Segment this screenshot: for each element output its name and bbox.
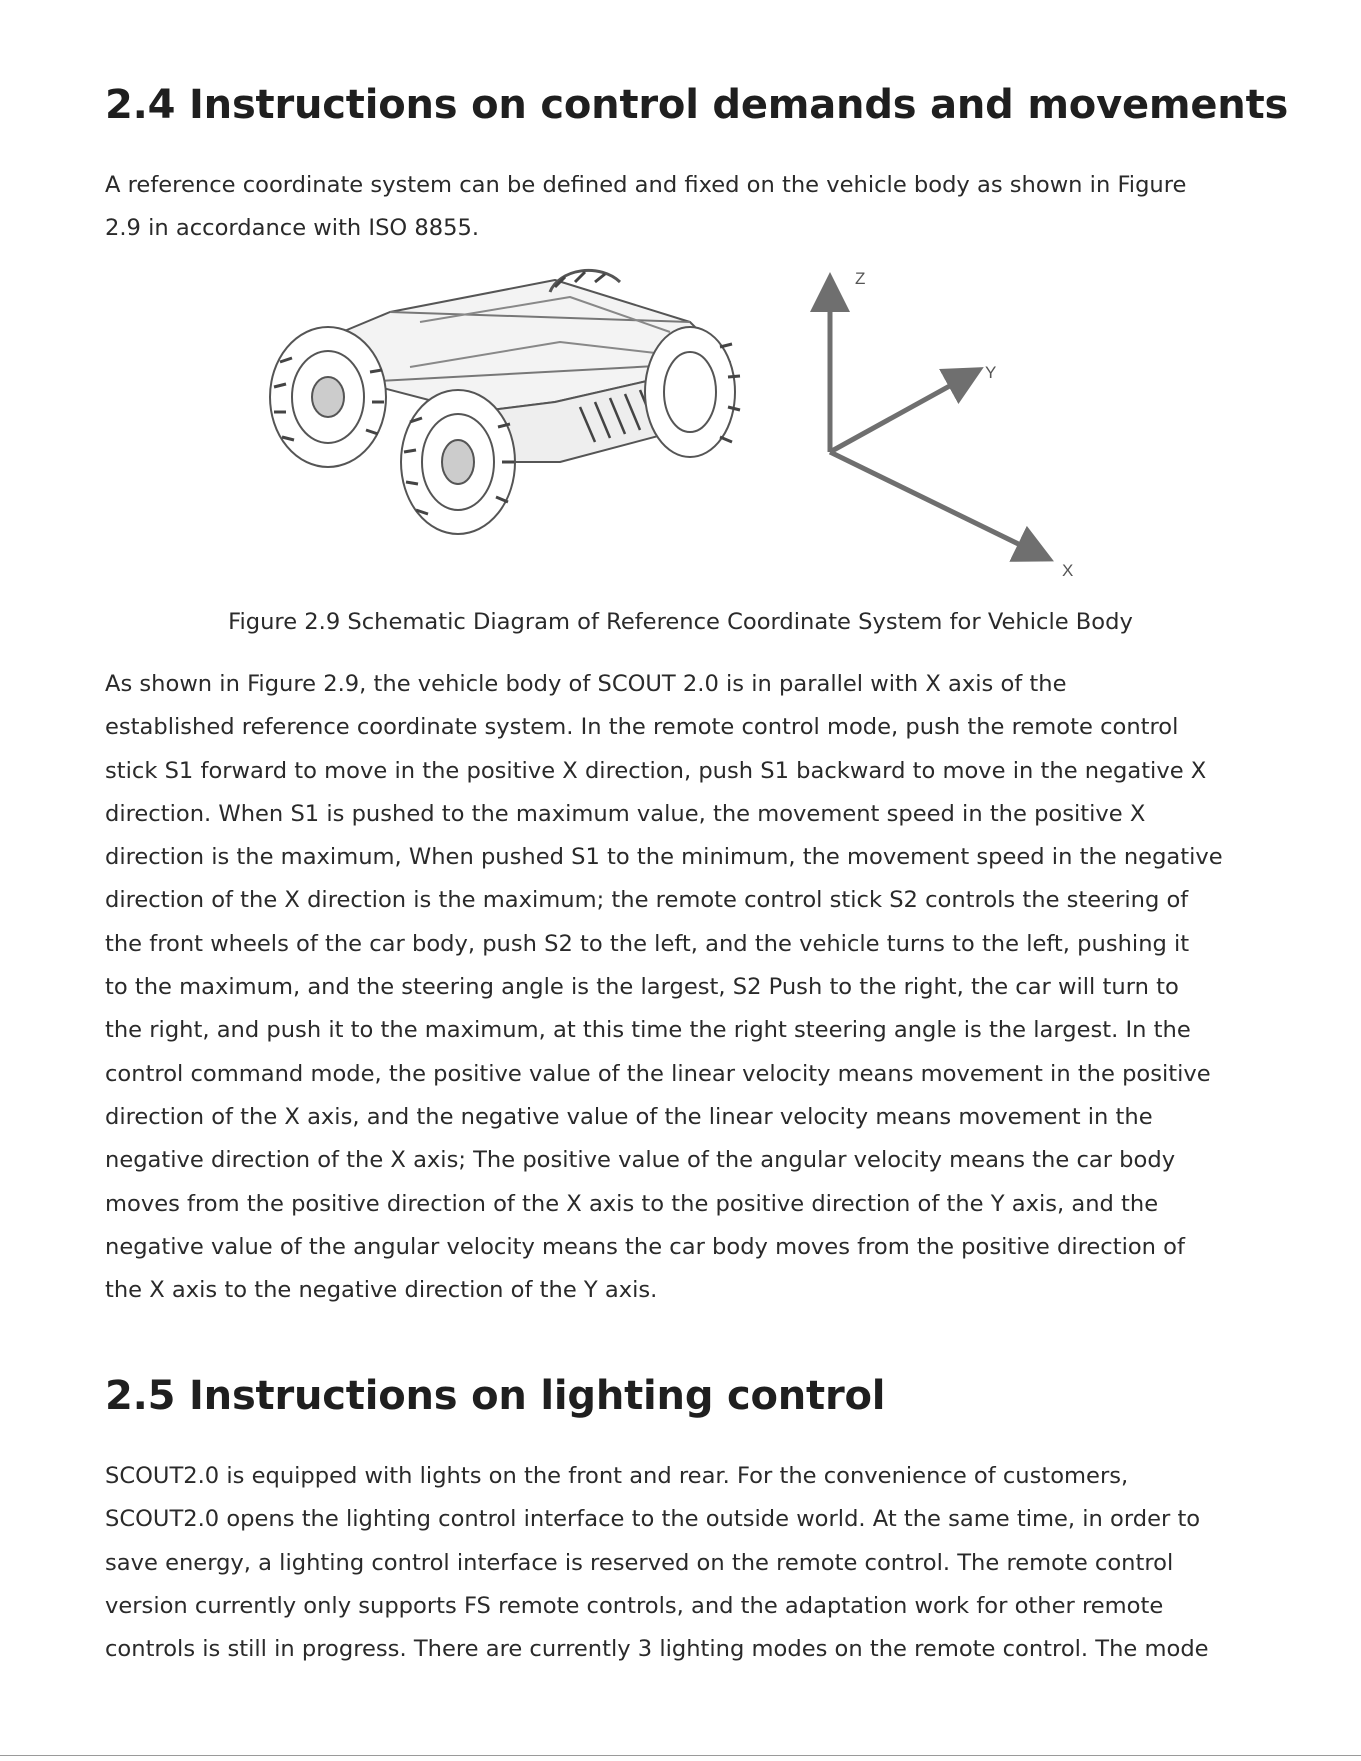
body-line: version currently only supports FS remote controls, and the adaptation work for other remote	[105, 1592, 1164, 1619]
body-line: direction. When S1 is pushed to the maximum value, the movement speed in the positive X	[105, 800, 1146, 827]
body-line: negative value of the angular velocity means the car body moves from the positive direction of	[105, 1233, 1185, 1260]
vehicle-wheel-front-left	[401, 390, 515, 534]
body-line: save energy, a lighting control interface is reserved on the remote control. The remote control	[105, 1549, 1174, 1576]
x-axis-arrow	[830, 452, 1045, 557]
body-line: As shown in Figure 2.9, the vehicle body of SCOUT 2.0 is in parallel with X axis of the	[105, 671, 1067, 697]
body-line: SCOUT2.0 is equipped with lights on the front and rear. For the convenience of customers,	[105, 1463, 1129, 1489]
body-line: negative direction of the X axis; The positive value of the angular velocity means the car body	[105, 1147, 1176, 1174]
z-axis-label: Z	[855, 269, 866, 288]
vehicle-wheel-rear-left	[270, 327, 386, 467]
intro-line: A reference coordinate system can be defined and fixed on the vehicle body as shown in Figure	[105, 172, 1187, 198]
body-line: direction of the X axis, and the negative value of the linear velocity means movement in the	[105, 1103, 1153, 1130]
body-line: SCOUT2.0 opens the lighting control interface to the outside world. At the same time, in order to	[105, 1506, 1201, 1533]
body-line: established reference coordinate system. In the remote control mode, push the remote control	[105, 714, 1179, 741]
body-line: the X axis to the negative direction of the Y axis.	[105, 1277, 658, 1304]
figure-2-9	[250, 262, 1090, 582]
section-2-5-heading: 2.5 Instructions on lighting control	[105, 1373, 886, 1419]
body-line: the front wheels of the car body, push S2 to the left, and the vehicle turns to the left, pushing it	[105, 930, 1190, 957]
section-2-4-body	[105, 663, 1265, 1312]
body-line: control command mode, the positive value of the linear velocity means movement in the positive	[105, 1060, 1211, 1087]
body-line: direction is the maximum, When pushed S1 to the minimum, the movement speed in the negative	[105, 844, 1223, 871]
section-2-4-intro	[105, 164, 1265, 251]
y-axis-label: Y	[985, 363, 997, 382]
figure-caption: Figure 2.9 Schematic Diagram of Reference Coordinate System for Vehicle Body	[228, 609, 1133, 635]
body-line: stick S1 forward to move in the positive X direction, push S1 backward to move in the negative X	[105, 757, 1207, 784]
page-bottom-divider	[0, 1755, 1361, 1756]
body-line: direction of the X direction is the maximum; the remote control stick S2 controls the steering of	[105, 887, 1189, 914]
body-line: moves from the positive direction of the X axis to the positive direction of the Y axis, and the	[105, 1190, 1159, 1217]
x-axis-label: X	[1062, 561, 1074, 580]
body-line: controls is still in progress. There are currently 3 lighting modes on the remote control. The mode	[105, 1636, 1209, 1663]
y-axis-arrow	[830, 372, 975, 452]
vehicle-wheel-front-right	[645, 327, 740, 457]
body-line: the right, and push it to the maximum, at this time the right steering angle is the largest. In the	[105, 1017, 1191, 1044]
section-2-5-body	[105, 1455, 1265, 1671]
vehicle-drawing	[270, 270, 740, 534]
intro-line: 2.9 in accordance with ISO 8855.	[105, 215, 480, 242]
body-line: to the maximum, and the steering angle is the largest, S2 Push to the right, the car will turn to	[105, 974, 1179, 1001]
coordinate-axes	[830, 269, 1073, 580]
section-2-4-heading: 2.4 Instructions on control demands and movements	[105, 82, 1289, 128]
